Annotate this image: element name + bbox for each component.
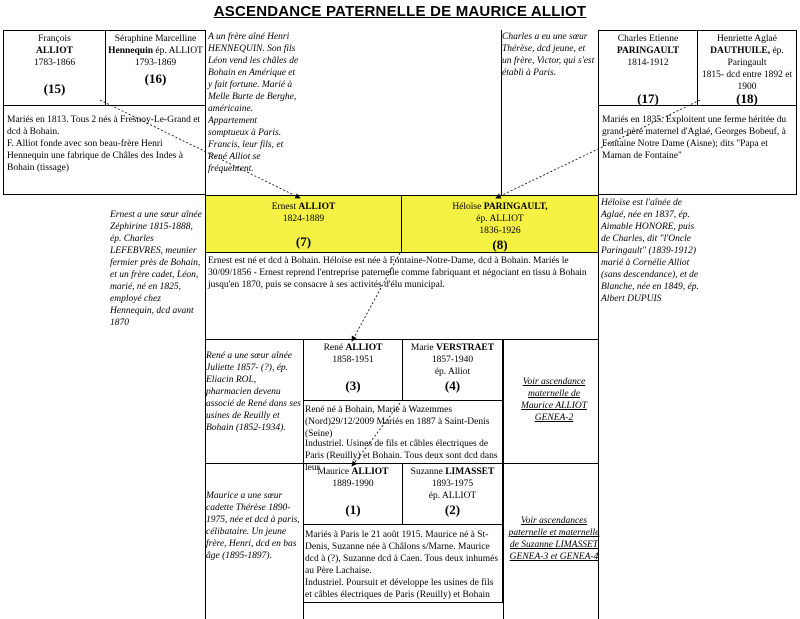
note-ernest-siblings: Ernest a une sœur aînée Zéphirine 1815-1888, ép. Charles LEFEBVRES, meunier fermier près de Bohain, et un frère cadet, Léon, marié, né en 1825, employé chez Hennequin, dcd avant 1870 (110, 210, 202, 328)
sosa-number: (4) (444, 378, 461, 393)
marriage-note: Mariés en 1835. Exploitent une ferme héritée du grand-père maternel d'Aglaé, Georges Bobeuf, à Fontaine Notre Dame (Aisne); dits "Papa et Maman de Fontaine" (602, 115, 787, 161)
sosa-number: (17) (637, 91, 659, 106)
arrow-7-8-to-3 (352, 253, 400, 341)
note-rene-sister: René a une sœur aînée Juliette 1857- (?), ép. Eliacin ROL, pharmacien devenu associé de René dans ses usines de Reuilly et Bohain (1852-1934). (206, 351, 301, 433)
person-first-name: François (38, 34, 71, 44)
person-dates: 1814-1912 (627, 58, 669, 68)
link-genea-3-4[interactable]: Voir ascendances paternelle et maternelle de Suzanne LIMASSET GENEA-3 et GENEA-4 (508, 516, 600, 562)
person-dates: 1858-1951 (332, 355, 374, 365)
industry-note-1-2: Industriel. Poursuit et développe les usines de fils et câbles électriques de Paris (Reuilly) et Bohain (305, 578, 494, 600)
person-surname: Hennequin (108, 46, 153, 56)
person-surname: LIMASSET (445, 467, 495, 477)
note-heloise-siblings: Héloïse est l'aînée de Aglaé, née en 1837, ép. Aimable HONORE, puis de Charles, dit "l'Oncle Paringault" (1839-1912) marié à Cornélie Alliot (sans descendance), et de Blanche, née en 1849, ép. Albert DUPUIS (601, 198, 699, 304)
person-first-name: René (323, 343, 344, 353)
note-maurice-siblings: Maurice a une sœur cadette Thérèse 1890-1975, née et dcd à paris, célibataire. Un jeune frère, Henri, dcd en bas âge (1895-1897). (206, 491, 300, 561)
sosa-number: (15) (43, 81, 66, 96)
person-first-name: Maurice (317, 467, 350, 477)
person-suffix: ép. ALLIOT (155, 46, 203, 56)
couple-note-7-8: Ernest est né et dcd à Bohain. Héloïse est née à Fontaine-Notre-Dame, dcd à Bohain. Mariés le 30/09/1856 - Ernest reprend l'entreprise paternelle comme fabriquant et négociant en tissu à Bohain jusqu'en 1870, puis se consacre à ses activités d'élu municipal. (208, 256, 587, 290)
person-first-name: Séraphine Marcelline (114, 34, 197, 44)
page-title: ASCENDANCE PATERNELLE DE MAURICE ALLIOT (213, 3, 587, 20)
sosa-number: (3) (345, 378, 361, 393)
person-surname: PARINGAULT (616, 46, 680, 56)
note-charles-siblings: Charles a eu une sœur Thérèse, dcd jeune, et un frère, Victor, qui s'est établi à Paris. (502, 32, 595, 78)
person-suffix: ép. (772, 46, 784, 56)
person-first-name: Marie (410, 343, 434, 353)
industry-note-3-4: Industriel. Usines de fils et câbles électriques de Paris (Reuilly) et Bohain. Tous deux sont dcd dans leur (305, 439, 498, 473)
person-married-name: ép. Alliot (434, 367, 471, 377)
person-dates: 1793-1869 (134, 58, 177, 68)
person-first-name: Henriette Aglaé (717, 34, 777, 44)
person-first-name: Suzanne (410, 467, 443, 477)
person-first-name: Héloïse (452, 202, 482, 212)
arrow-15-16-to-7 (100, 100, 300, 198)
link-genea-2[interactable]: Voir ascendance maternelle de Maurice ALLIOT GENEA-2 (520, 377, 588, 423)
person-dates: 1815- dcd entre 1892 et 1900 (701, 70, 793, 92)
sosa-number: (7) (295, 234, 312, 249)
person-surname: PARINGAULT, (483, 202, 548, 212)
person-surname: ALLIOT (351, 467, 389, 477)
person-dates: 1783-1866 (33, 58, 76, 68)
person-married-name: ép. ALLIOT (476, 214, 524, 224)
person-dates: 1836-1926 (479, 226, 521, 236)
person-dates: 1889-1990 (332, 479, 374, 489)
sosa-number: (2) (444, 502, 461, 517)
person-first-name: Ernest (271, 202, 296, 212)
marriage-note: Mariés en 1813. Tous 2 nés à Fresnoy-Le-Grand et dcd à Bohain. (7, 115, 201, 137)
business-note: F. Alliot fonde avec son beau-frère Henri Hennequin une fabrique de Châles des Indes à Bohain (tissage) (7, 139, 183, 173)
person-first-name: Charles Etienne (617, 34, 679, 44)
person-married-name: Paringault (727, 58, 767, 68)
person-dates: 1893-1975 (431, 479, 474, 489)
person-dates: 1824-1889 (282, 214, 325, 224)
sosa-number: (8) (492, 237, 508, 252)
note-henri-hennequin: A un frère aîné Henri HENNEQUIN. Son fils Léon vend les châles de Bohain en Amérique et y fait fortune. Marié à Melle Burte de Berghe, américaine. Appartement somptueux à Paris. Francis, leur fils, et René Alliot se fréquentent. (208, 32, 299, 174)
sosa-number: (16) (144, 71, 167, 86)
person-surname: ALLIOT (36, 46, 73, 56)
couple-note-1-2: Mariés à Paris le 21 août 1915. Maurice né à St-Denis, Suzanne née à Châlons s/Marne. Maurice dcd à (?), Suzanne dcd à Caen. Tous deux inhumés au Père Lachaise. (305, 530, 499, 576)
sosa-number: (18) (736, 91, 758, 106)
person-surname: ALLIOT (298, 202, 336, 212)
sosa-number: (1) (345, 502, 361, 517)
person-surname: DAUTHUILE, (710, 46, 771, 56)
person-surname: VERSTRAET (435, 343, 495, 353)
person-dates: 1857-1940 (431, 355, 474, 365)
couple-note-3-4: René né à Bohain, Marie à Wazemmes (Nord)29/12/2009 Mariés en 1887 à Saint-Denis (Seine) (305, 405, 490, 439)
person-married-name: ép. ALLIOT (428, 491, 477, 501)
arrow-3-4-to-1 (352, 403, 400, 466)
person-surname: ALLIOT (345, 343, 383, 353)
